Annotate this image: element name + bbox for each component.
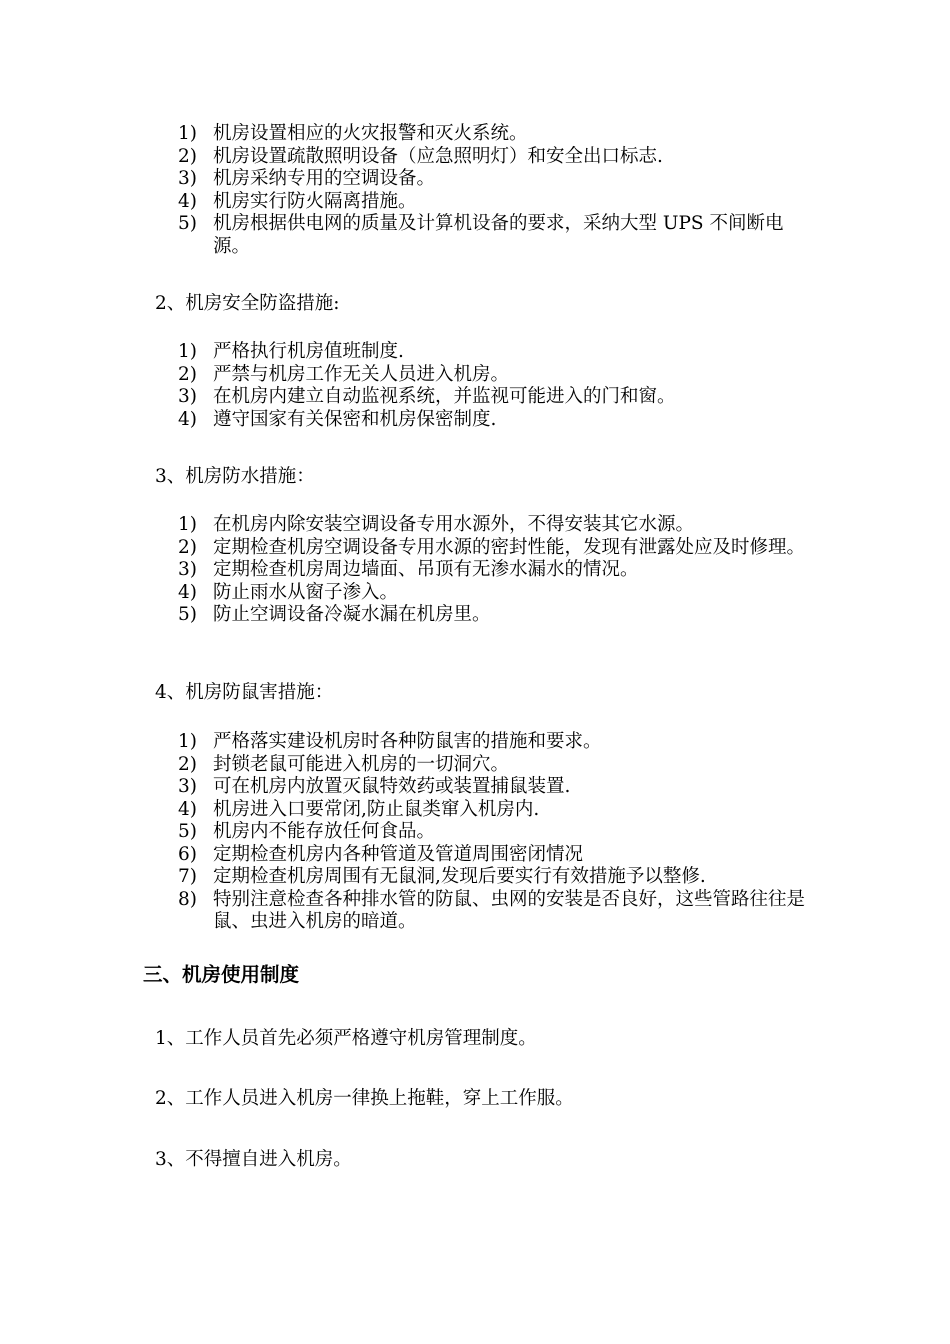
list-item: 1) 在机房内除安装空调设备专用水源外，不得安装其它水源。	[178, 514, 695, 535]
list-item: 2) 定期检查机房空调设备专用水源的密封性能，发现有泄露处应及时修理。	[178, 536, 806, 558]
list-item: 2) 封锁老鼠可能进入机房的一切洞穴。	[178, 753, 510, 775]
list-item: 4) 机房实行防火隔离措施。	[178, 190, 417, 212]
list-item: 5) 机房内不能存放任何食品。	[178, 821, 436, 842]
fire-measures-list	[178, 123, 818, 258]
list-item: 8) 特别注意检查各种排水管的防鼠、虫网的安装是否良好，这些管路往往是鼠、虫进入机房的暗道。	[178, 888, 806, 932]
usage-rule-3: 3、不得擅自进入机房。	[155, 1149, 352, 1170]
list-item: 5) 机房根据供电网的质量及计算机设备的要求，采纳大型 UPS 不间断电源。	[178, 213, 784, 257]
water-measures-list	[178, 514, 818, 627]
usage-rule-2: 2、工作人员进入机房一律换上拖鞋，穿上工作服。	[155, 1088, 574, 1109]
list-item: 3) 在机房内建立自动监视系统，并监视可能进入的门和窗。	[178, 386, 676, 407]
usage-rule-1: 1、工作人员首先必须严格遵守机房管理制度。	[155, 1028, 537, 1049]
list-item: 1) 严格执行机房值班制度.	[178, 341, 404, 362]
theft-section-heading: 2、机房安全防盗措施:	[155, 293, 340, 314]
usage-section-heading: 三、机房使用制度	[143, 963, 300, 986]
list-item: 1) 严格落实建设机房时各种防鼠害的措施和要求。	[178, 731, 602, 752]
list-item: 2) 机房设置疏散照明设备（应急照明灯）和安全出口标志.	[178, 145, 663, 167]
rodent-section-heading: 4、机房防鼠害措施：	[155, 682, 334, 703]
list-item: 3) 定期检查机房周边墙面、吊顶有无渗水漏水的情况。	[178, 559, 639, 580]
rodent-measures-list	[178, 731, 818, 934]
theft-measures-list	[178, 341, 818, 431]
water-section-heading: 3、机房防水措施：	[155, 466, 315, 487]
list-item: 4) 防止雨水从窗子渗入。	[178, 581, 399, 603]
list-item: 5) 防止空调设备冷凝水漏在机房里。	[178, 604, 491, 625]
list-item: 3) 可在机房内放置灭鼠特效药或装置捕鼠装置.	[178, 776, 571, 797]
list-item: 7) 定期检查机房周围有无鼠洞,发现后要实行有效措施予以整修.	[178, 866, 706, 887]
list-item: 4) 遵守国家有关保密和机房保密制度.	[178, 408, 497, 430]
list-item: 1) 机房设置相应的火灾报警和灭火系统。	[178, 123, 528, 144]
list-item: 2) 严禁与机房工作无关人员进入机房。	[178, 363, 510, 385]
list-item: 6) 定期检查机房内各种管道及管道周围密闭情况	[178, 843, 584, 865]
list-item: 3) 机房采纳专用的空调设备。	[178, 168, 436, 189]
list-item: 4) 机房进入口要常闭,防止鼠类窜入机房内.	[178, 798, 540, 820]
